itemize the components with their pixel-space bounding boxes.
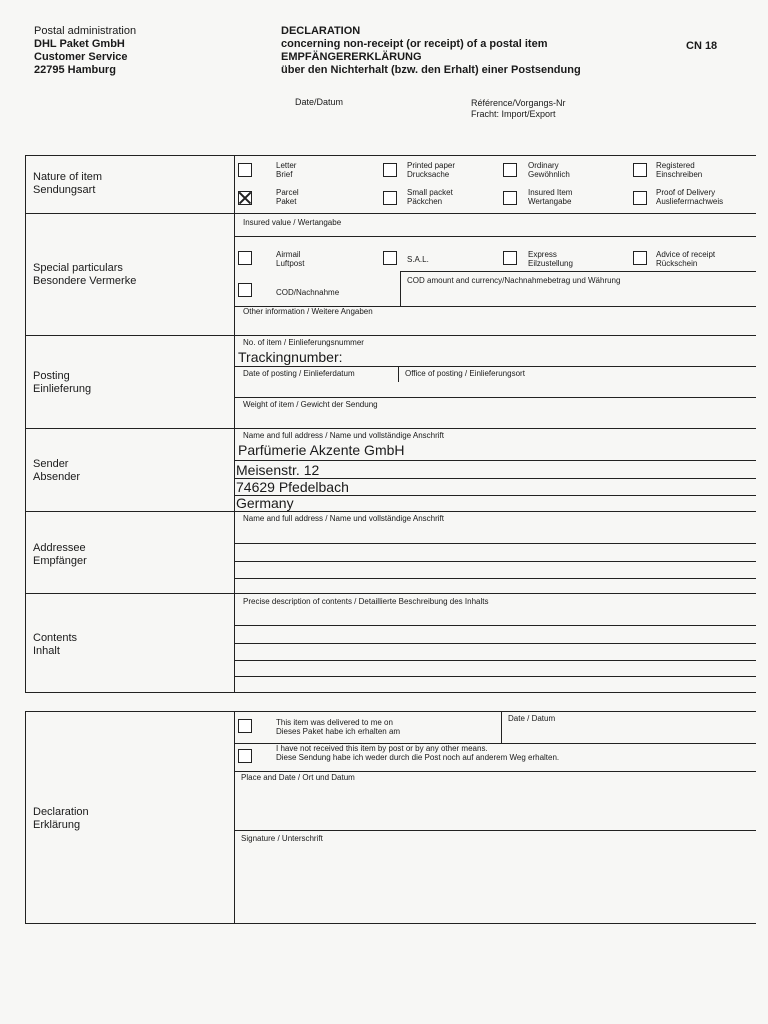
- addressee-address-label: Name and full address / Name und vollständige Anschrift: [243, 514, 444, 523]
- sender-line-3[interactable]: 74629 Pfedelbach: [236, 479, 349, 495]
- declaration-label: Declaration Erklärung: [33, 806, 89, 831]
- option-parcel: Parcel Paket: [276, 188, 299, 206]
- checkbox-not-received[interactable]: [238, 749, 252, 763]
- option-small-packet: Small packet Päckchen: [407, 188, 453, 206]
- option-express: Express Eilzustellung: [528, 250, 573, 268]
- special-label: Special particulars Besondere Vermerke: [33, 262, 137, 287]
- checkbox-express[interactable]: [503, 251, 517, 265]
- reference-label: Référence/Vorgangs-Nr: [471, 98, 566, 108]
- contents-label: Contents Inhalt: [33, 632, 78, 657]
- nature-label: Nature of item Sendungsart: [33, 171, 103, 196]
- checkbox-airmail[interactable]: [238, 251, 252, 265]
- checkbox-advice-of-receipt[interactable]: [633, 251, 647, 265]
- option-cod: COD/Nachnahme: [276, 288, 340, 297]
- checkbox-parcel-checked[interactable]: [238, 191, 252, 205]
- posting-label: Posting Einlieferung: [33, 370, 92, 395]
- checkbox-insured-item[interactable]: [503, 191, 517, 205]
- option-airmail: Airmail Luftpost: [276, 250, 305, 268]
- option-printed-paper: Printed paper Drucksache: [407, 161, 456, 179]
- option-sal: S.A.L.: [407, 255, 429, 264]
- contents-desc-label: Precise description of contents / Detaillierte Beschreibung des Inhalts: [243, 597, 489, 606]
- delivered-text: This item was delivered to me on Dieses Paket habe ich erhalten am: [276, 718, 401, 736]
- item-no-label: No. of item / Einlieferungsnummer: [243, 338, 364, 347]
- freight-label: Fracht: Import/Export: [471, 109, 556, 119]
- checkbox-printed-paper[interactable]: [383, 163, 397, 177]
- not-received-text: I have not received this item by post or by any other means. Diese Sendung habe ich weder durch die Post noch auf anderem Weg erhalten.: [276, 744, 560, 762]
- sender-label: Sender Absender: [33, 458, 81, 483]
- checkbox-cod[interactable]: [238, 283, 252, 297]
- checkbox-letter[interactable]: [238, 163, 252, 177]
- declaration-date-label: Date / Datum: [508, 714, 556, 723]
- tracking-number-field[interactable]: Trackingnumber:: [238, 349, 343, 365]
- posting-date-label: Date of posting / Einlieferdatum: [243, 369, 355, 378]
- option-proof-of-delivery: Proof of Delivery Auslieferrnachweis: [656, 188, 724, 206]
- checkbox-sal[interactable]: [383, 251, 397, 265]
- posting-office-label: Office of posting / Einlieferungsort: [405, 369, 525, 378]
- postal-administration: Postal administration DHL Paket GmbH Customer Service 22795 Hamburg: [34, 25, 137, 76]
- option-registered: Registered Einschreiben: [656, 161, 703, 179]
- date-label: Date/Datum: [295, 97, 344, 107]
- signature-label: Signature / Unterschrift: [241, 834, 323, 843]
- cod-amount-label: COD amount and currency/Nachnahmebetrag und Währung: [407, 276, 621, 285]
- form-code: CN 18: [686, 40, 718, 52]
- sender-line-4[interactable]: Germany: [236, 495, 294, 511]
- sender-line-1[interactable]: Parfümerie Akzente GmbH: [238, 442, 405, 458]
- weight-label: Weight of item / Gewicht der Sendung: [243, 400, 378, 409]
- checkbox-small-packet[interactable]: [383, 191, 397, 205]
- addressee-label: Addressee Empfänger: [33, 542, 87, 567]
- place-date-label: Place and Date / Ort und Datum: [241, 773, 355, 782]
- other-info-label: Other information / Weitere Angaben: [243, 307, 373, 316]
- option-letter: Letter Brief: [276, 161, 297, 179]
- insured-value-label: Insured value / Wertangabe: [243, 218, 342, 227]
- option-insured-item: Insured Item Wertangabe: [528, 188, 573, 206]
- checkbox-delivered[interactable]: [238, 719, 252, 733]
- checkbox-registered[interactable]: [633, 163, 647, 177]
- option-ordinary: Ordinary Gewöhnlich: [528, 161, 570, 179]
- sender-address-label: Name and full address / Name und vollständige Anschrift: [243, 431, 444, 440]
- checkbox-proof-of-delivery[interactable]: [633, 191, 647, 205]
- checkbox-ordinary[interactable]: [503, 163, 517, 177]
- form-title: DECLARATION concerning non-receipt (or receipt) of a postal item EMPFÄNGERERKLÄRUNG über den Nichterhalt (bzw. den Erhalt) einer Postsendung: [281, 25, 581, 76]
- option-advice-of-receipt: Advice of receipt Rückschein: [656, 250, 716, 268]
- sender-line-2[interactable]: Meisenstr. 12: [236, 462, 320, 478]
